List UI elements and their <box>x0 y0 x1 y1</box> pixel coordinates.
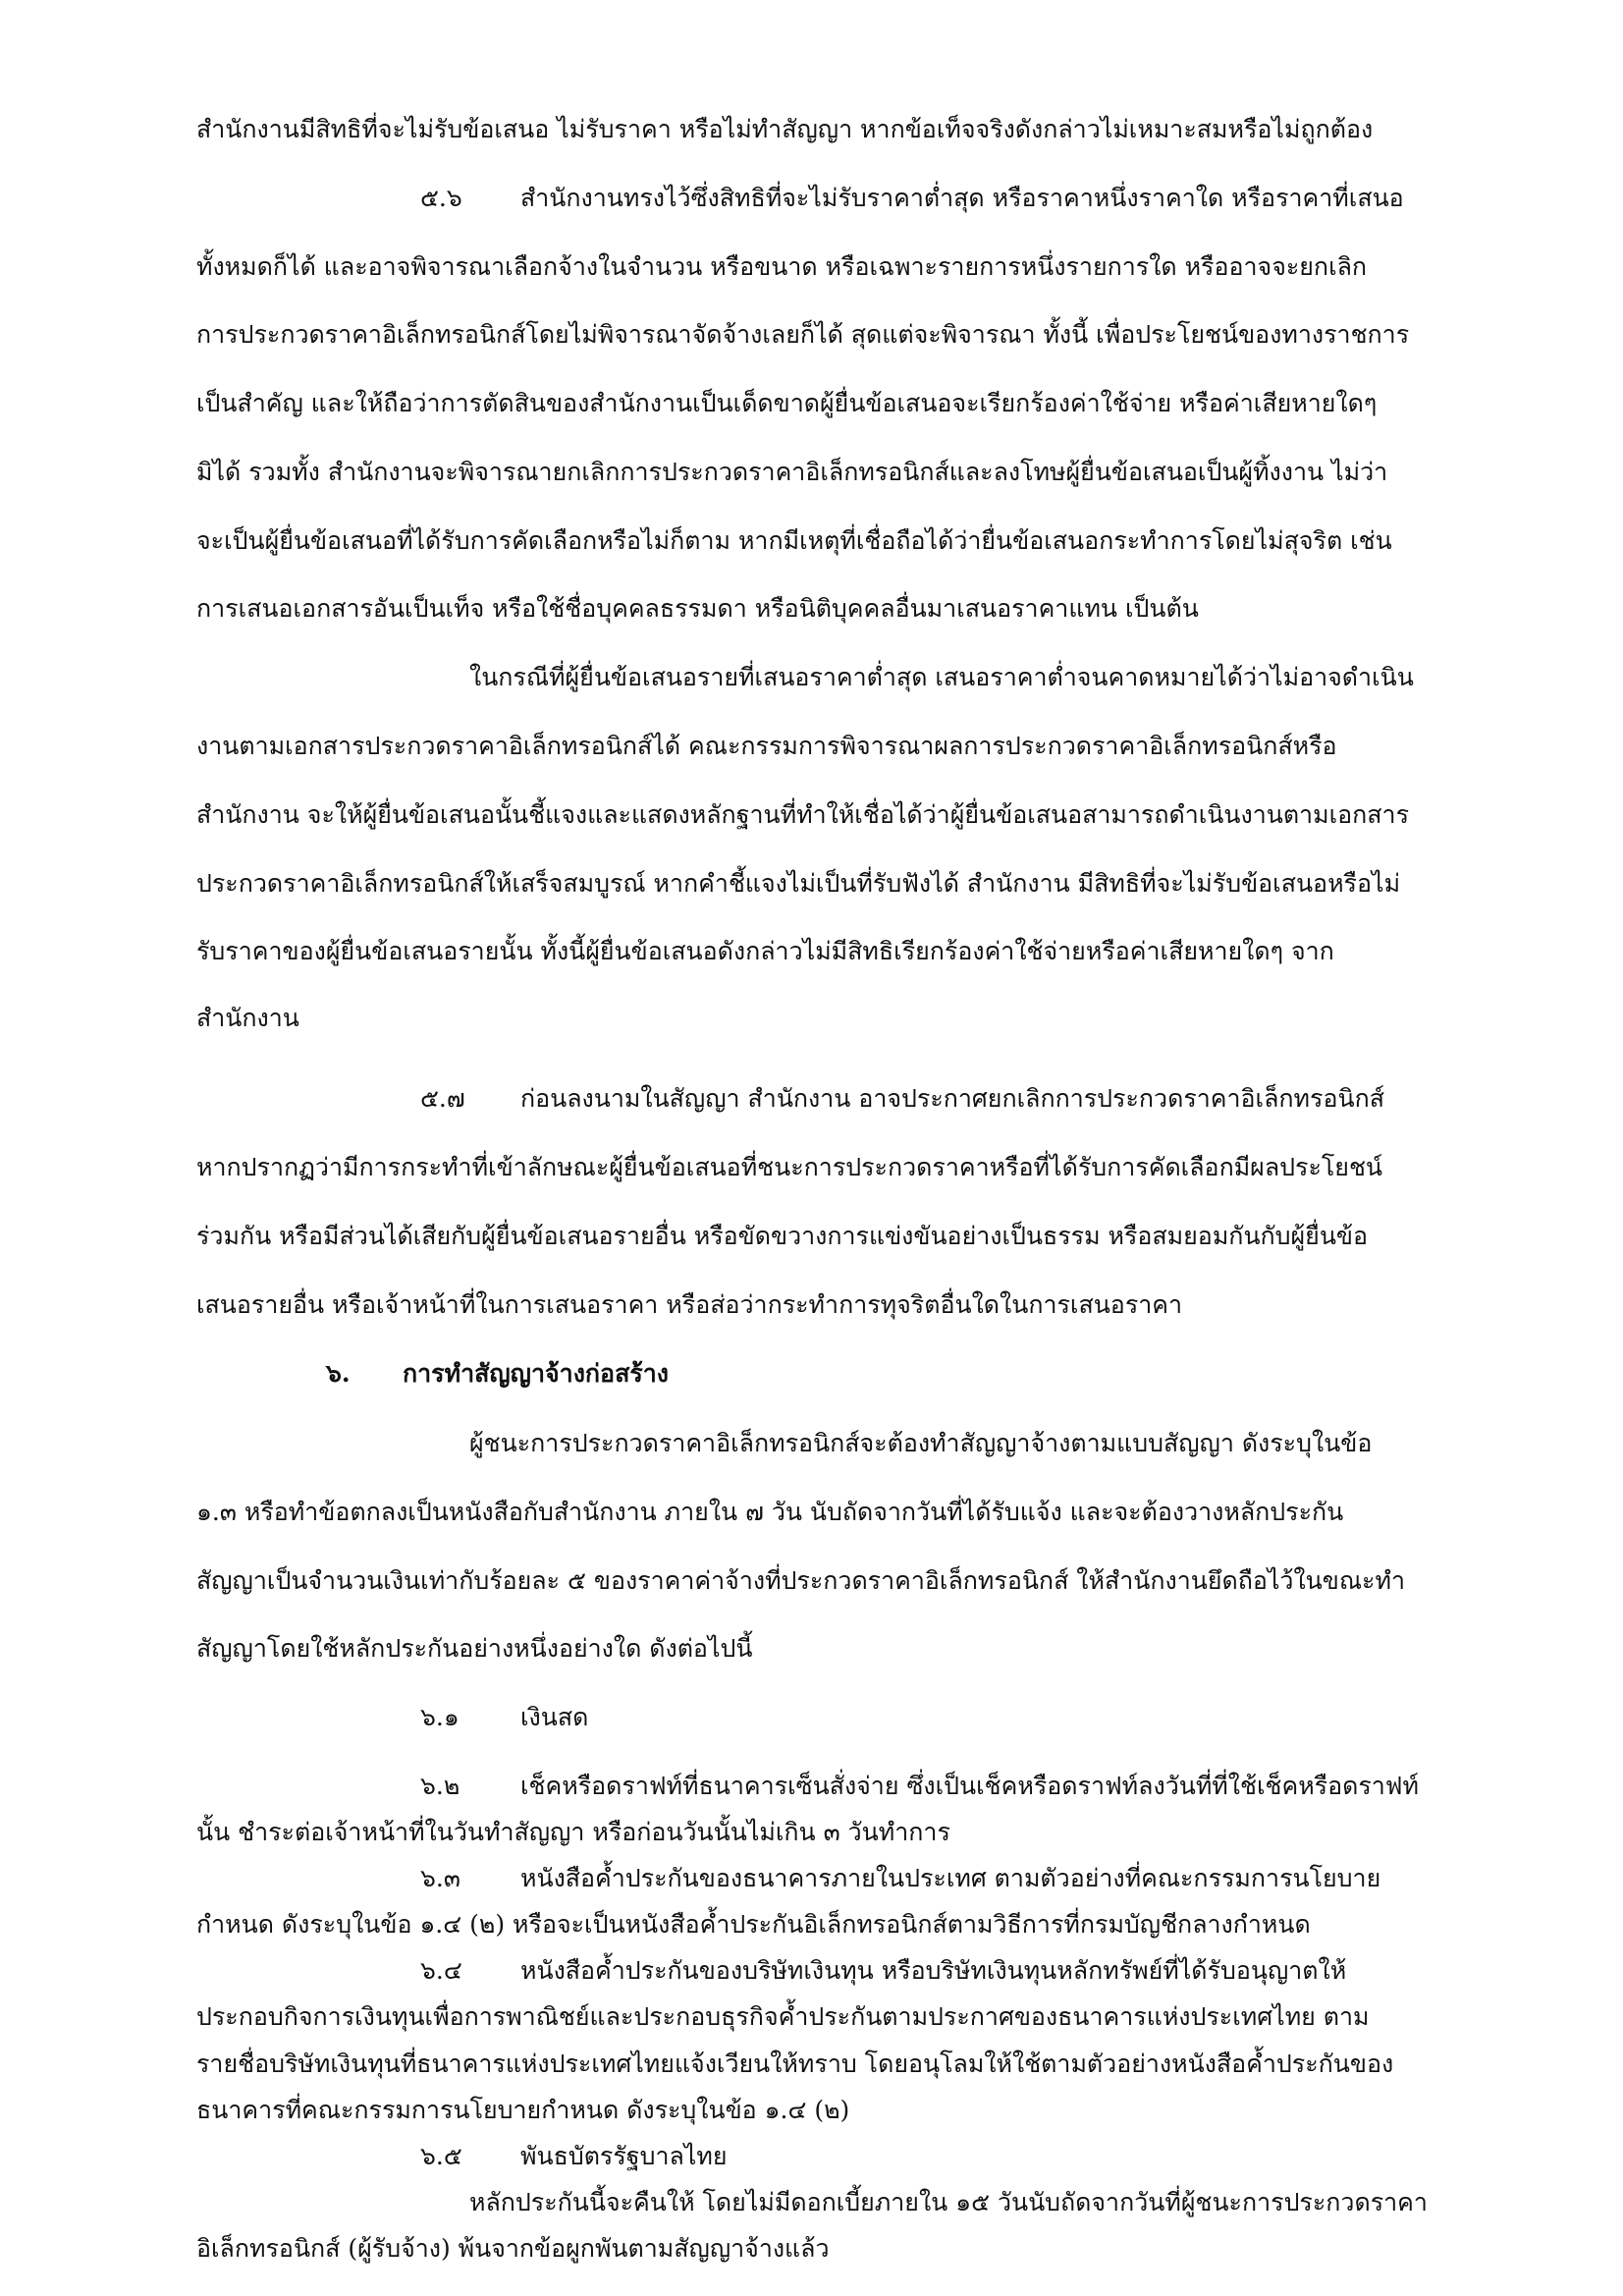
text-line: หากปรากฏว่ามีการกระทำที่เข้าลักษณะผู้ยื่นข้อเสนอที่ชนะการประกวดราคาหรือที่ได้รับการคัดเลือกมีผลประโยชน์ <box>196 1153 1383 1181</box>
text-line: ก่อนลงนามในสัญญา สำนักงาน อาจประกาศยกเลิกการประกวดราคาอิเล็กทรอนิกส์ <box>520 1084 1384 1113</box>
text-line: พันธบัตรรัฐบาลไทย <box>520 2142 728 2170</box>
text-line: สัญญาโดยใช้หลักประกันอย่างหนึ่งอย่างใด ดังต่อไปนี้ <box>196 1634 753 1663</box>
text-line: กำหนด ดังระบุในข้อ ๑.๔ (๒) หรือจะเป็นหนังสือค้ำประกันอิเล็กทรอนิกส์ตามวิธีการที่กรมบัญชีกลางกำหนด <box>196 1910 1311 1939</box>
text-line: งานตามเอกสารประกวดราคาอิเล็กทรอนิกส์ได้ คณะกรรมการพิจารณาผลการประกวดราคาอิเล็กทรอนิกส์หรือ <box>196 732 1337 760</box>
text-line: นั้น ชำระต่อเจ้าหน้าที่ในวันทำสัญญา หรือก่อนวันนั้นไม่เกิน ๓ วันทำการ <box>196 1818 950 1846</box>
clause-number: ๕.๗ <box>420 1084 465 1113</box>
clause-number: ๕.๖ <box>420 184 462 212</box>
text-line: หนังสือค้ำประกันของธนาคารภายในประเทศ ตามตัวอย่างที่คณะกรรมการนโยบาย <box>520 1864 1381 1892</box>
text-line: เงินสด <box>520 1703 589 1731</box>
text-line: เสนอรายอื่น หรือเจ้าหน้าที่ในการเสนอราคา หรือส่อว่ากระทำการทุจริตอื่นใดในการเสนอราคา <box>196 1290 1183 1319</box>
text-line: หนังสือค้ำประกันของบริษัทเงินทุน หรือบริษัทเงินทุนหลักทรัพย์ที่ได้รับอนุญาตให้ <box>520 1956 1347 1985</box>
text-line: เป็นสำคัญ และให้ถือว่าการตัดสินของสำนักงานเป็นเด็ดขาดผู้ยื่นข้อเสนอจะเรียกร้องค่าใช้จ่าย หรือค่าเสียหายใดๆ <box>196 389 1378 417</box>
text-line: ประกวดราคาอิเล็กทรอนิกส์ให้เสร็จสมบูรณ์ หากคำชี้แจงไม่เป็นที่รับฟังได้ สำนักงาน มีสิทธิที่จะไม่รับข้อเสนอหรือไม่ <box>196 869 1401 898</box>
text-line: ๑.๓ หรือทำข้อตกลงเป็นหนังสือกับสำนักงาน ภายใน ๗ วัน นับถัดจากวันที่ได้รับแจ้ง และจะต้องวางหลักประกัน <box>196 1498 1344 1526</box>
text-line: สำนักงานทรงไว้ซึ่งสิทธิที่จะไม่รับราคาต่ำสุด หรือราคาหนึ่งราคาใด หรือราคาที่เสนอ <box>520 184 1404 212</box>
section-heading: การทำสัญญาจ้างก่อสร้าง <box>403 1359 669 1388</box>
clause-number: ๖.๑ <box>420 1703 460 1731</box>
clause-number: ๖.๒ <box>420 1772 460 1800</box>
text-line: จะเป็นผู้ยื่นข้อเสนอที่ได้รับการคัดเลือกหรือไม่ก็ตาม หากมีเหตุที่เชื่อถือได้ว่ายื่นข้อเสนอกระทำการโดยไม่สุจริต เช่น <box>196 526 1392 555</box>
text-line: การเสนอเอกสารอันเป็นเท็จ หรือใช้ชื่อบุคคลธรรมดา หรือนิติบุคคลอื่นมาเสนอราคาแทน เป็นต้น <box>196 594 1199 623</box>
text-line: สำนักงานมีสิทธิที่จะไม่รับข้อเสนอ ไม่รับราคา หรือไม่ทำสัญญา หากข้อเท็จจริงดังกล่าวไม่เหมาะสมหรือไม่ถูกต้อง <box>196 115 1374 143</box>
text-line: สำนักงาน <box>196 1004 299 1032</box>
text-line: การประกวดราคาอิเล็กทรอนิกส์โดยไม่พิจารณาจัดจ้างเลยก็ได้ สุดแต่จะพิจารณา ทั้งนี้ เพื่อประโยชน์ของทางราชการ <box>196 320 1410 349</box>
text-line: อิเล็กทรอนิกส์ (ผู้รับจ้าง) พ้นจากข้อผูกพันตามสัญญาจ้างแล้ว <box>196 2234 830 2263</box>
text-line: ร่วมกัน หรือมีส่วนได้เสียกับผู้ยื่นข้อเสนอรายอื่น หรือขัดขวางการแข่งขันอย่างเป็นธรรม หรือสมยอมกันกับผู้ยื่นข้อ <box>196 1222 1369 1250</box>
clause-number: ๖.๕ <box>420 2142 462 2170</box>
text-line: สัญญาเป็นจำนวนเงินเท่ากับร้อยละ ๕ ของราคาค่าจ้างที่ประกวดราคาอิเล็กทรอนิกส์ ให้สำนักงานยึดถือไว้ในขณะทำ <box>196 1566 1405 1595</box>
text-line: รับราคาของผู้ยื่นข้อเสนอรายนั้น ทั้งนี้ผู้ยื่นข้อเสนอดังกล่าวไม่มีสิทธิเรียกร้องค่าใช้จ่ายหรือค่าเสียหายใดๆ จาก <box>196 937 1334 965</box>
clause-number: ๖.๓ <box>420 1864 460 1892</box>
text-line: มิได้ รวมทั้ง สำนักงานจะพิจารณายกเลิกการประกวดราคาอิเล็กทรอนิกส์และลงโทษผู้ยื่นข้อเสนอเป็นผู้ทิ้งงาน ไม่ว่า <box>196 458 1388 486</box>
text-line: ในกรณีที่ผู้ยื่นข้อเสนอรายที่เสนอราคาต่ำสุด เสนอราคาต่ำจนคาดหมายได้ว่าไม่อาจดำเนิน <box>469 663 1414 691</box>
text-line: ธนาคารที่คณะกรรมการนโยบายกำหนด ดังระบุในข้อ ๑.๔ (๒) <box>196 2096 850 2124</box>
clause-number: ๖.๔ <box>420 1956 462 1985</box>
text-line: สำนักงาน จะให้ผู้ยื่นข้อเสนอนั้นชี้แจงและแสดงหลักฐานที่ทำให้เชื่อได้ว่าผู้ยื่นข้อเสนอสามารถดำเนินงานตามเอกสาร <box>196 800 1409 829</box>
text-line: เช็คหรือดราฟท์ที่ธนาคารเซ็นสั่งจ่าย ซึ่งเป็นเช็คหรือดราฟท์ลงวันที่ที่ใช้เช็คหรือดราฟท์ <box>520 1772 1419 1800</box>
text-line: ทั้งหมดก็ได้ และอาจพิจารณาเลือกจ้างในจำนวน หรือขนาด หรือเฉพาะรายการหนึ่งรายการใด หรืออาจจะยกเลิก <box>196 252 1368 281</box>
text-line: ประกอบกิจการเงินทุนเพื่อการพาณิชย์และประกอบธุรกิจค้ำประกันตามประกาศของธนาคารแห่งประเทศไทย ตาม <box>196 2002 1370 2031</box>
section-number: ๖. <box>326 1359 351 1388</box>
text-line: หลักประกันนี้จะคืนให้ โดยไม่มีดอกเบี้ยภายใน ๑๕ วันนับถัดจากวันที่ผู้ชนะการประกวดราคา <box>469 2188 1428 2216</box>
text-line: ผู้ชนะการประกวดราคาอิเล็กทรอนิกส์จะต้องทำสัญญาจ้างตามแบบสัญญา ดังระบุในข้อ <box>469 1429 1373 1457</box>
text-line: รายชื่อบริษัทเงินทุนที่ธนาคารแห่งประเทศไทยแจ้งเวียนให้ทราบ โดยอนุโลมให้ใช้ตามตัวอย่างหนังสือค้ำประกันของ <box>196 2050 1394 2078</box>
